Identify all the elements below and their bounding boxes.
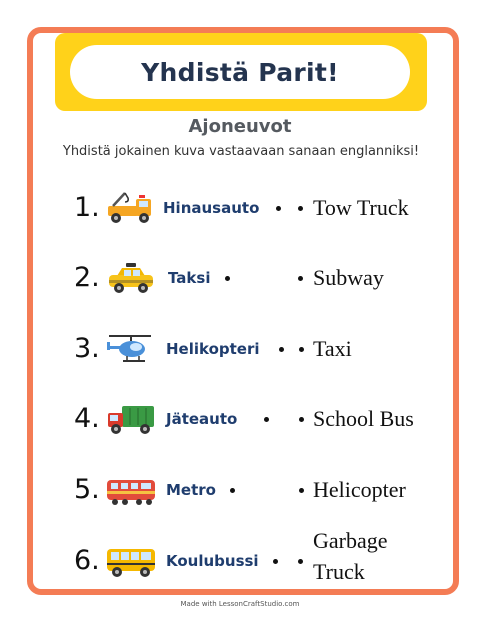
row-number: 6. — [74, 545, 100, 576]
finnish-word: Koulubussi — [166, 552, 259, 570]
english-word: Garbage Truck — [313, 528, 388, 584]
school-bus-icon — [105, 543, 157, 579]
finnish-word: Metro — [166, 481, 216, 499]
tow-truck-icon — [105, 190, 157, 226]
english-word: Tow Truck — [313, 195, 409, 220]
finnish-word: Helikopteri — [166, 340, 260, 358]
match-row-6 — [0, 528, 480, 584]
english-word: Helicopter — [313, 477, 406, 502]
row-number: 5. — [74, 474, 100, 505]
worksheet-instructions: Yhdistä jokainen kuva vastaavaan sanaan englanniksi! — [62, 144, 420, 159]
worksheet-title: Yhdistä Parit! — [141, 57, 339, 87]
right-match-dot[interactable] — [299, 488, 304, 493]
right-match-dot[interactable] — [299, 347, 304, 352]
finnish-word: Jäteauto — [166, 410, 238, 428]
match-row-3 — [0, 329, 480, 369]
right-match-dot[interactable] — [298, 559, 303, 564]
left-match-dot[interactable] — [273, 559, 278, 564]
english-word: Taxi — [313, 336, 352, 361]
row-number: 1. — [74, 192, 100, 223]
right-match-dot[interactable] — [298, 206, 303, 211]
taxi-icon — [105, 260, 157, 296]
metro-train-icon — [105, 472, 157, 508]
finnish-word: Hinausauto — [163, 199, 260, 217]
left-match-dot[interactable] — [225, 276, 230, 281]
helicopter-icon — [105, 331, 157, 367]
english-word: Subway — [313, 265, 384, 290]
left-match-dot[interactable] — [279, 347, 284, 352]
garbage-truck-icon — [105, 401, 157, 437]
title-pill — [70, 45, 410, 99]
worksheet-subtitle: Ajoneuvot — [188, 116, 292, 137]
row-number: 2. — [74, 262, 100, 293]
finnish-word: Taksi — [168, 269, 211, 287]
match-row-5 — [0, 470, 480, 510]
english-word: School Bus — [313, 406, 414, 431]
row-number: 4. — [74, 403, 100, 434]
right-match-dot[interactable] — [298, 276, 303, 281]
match-row-1 — [0, 188, 480, 228]
left-match-dot[interactable] — [230, 488, 235, 493]
footer-credit: Made with LessonCraftStudio.com — [180, 600, 300, 608]
right-match-dot[interactable] — [299, 417, 304, 422]
match-row-4 — [0, 399, 480, 439]
left-match-dot[interactable] — [264, 417, 269, 422]
match-row-2 — [0, 258, 480, 298]
row-number: 3. — [74, 333, 100, 364]
left-match-dot[interactable] — [276, 206, 281, 211]
